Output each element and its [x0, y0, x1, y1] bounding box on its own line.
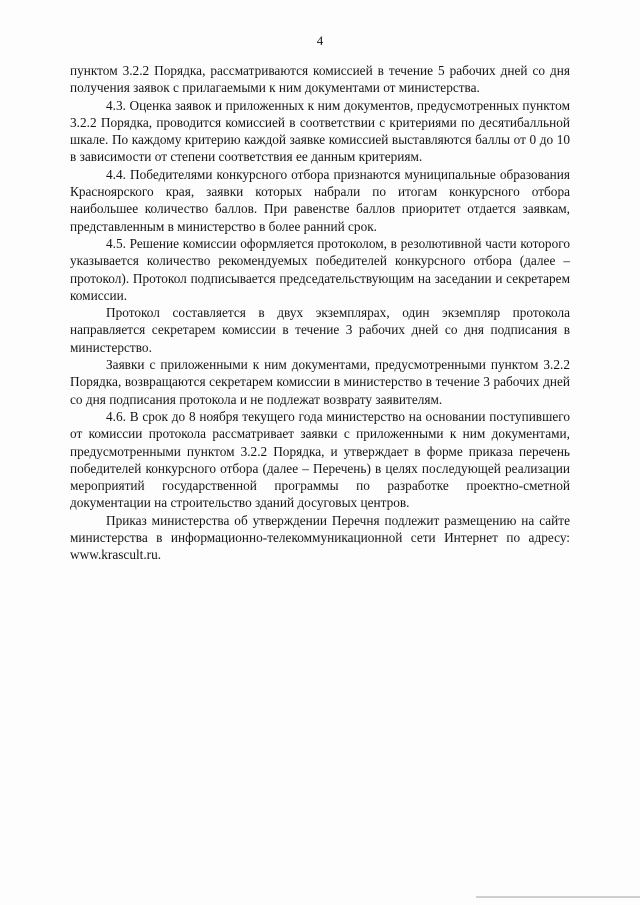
paragraph-4-3: 4.3. Оценка заявок и приложенных к ним документов, предусмотренных пунктом 3.2.2 Порядка, проводится комиссией в соответствии с критериями по десятибалльной шкале. По каждому критерию каждой заявке комиссией выставляются баллы от 0 до 10 в зависимости от степени соответствия ее данным критериям.	[70, 97, 570, 165]
scan-edge-mark	[476, 896, 640, 898]
paragraph-4-5: 4.5. Решение комиссии оформляется протоколом, в резолютивной части которого указывается количество рекомендуемых победителей конкурсного отбора (далее – протокол). Протокол подписывается председательствующим на заседании и секретарем комиссии.	[70, 235, 570, 303]
paragraph-4-6: 4.6. В срок до 8 ноября текущего года министерство на основании поступившего от комиссии протокола рассматривает заявки с приложенными к ним документами, предусмотренными пунктом 3.2.2 Порядка, и утверждает в форме приказа перечень победителей конкурсного отбора (далее – Перечень) в целях последующей реализации мероприятий государственной программы по разработке проектно-сметной документации на строительство зданий досуговых центров.	[70, 408, 570, 511]
page-number: 4	[316, 33, 324, 48]
document-body	[70, 62, 570, 564]
paragraph-protocol: Протокол составляется в двух экземплярах, один экземпляр протокола направляется секретарем комиссии в течение 3 рабочих дней со дня подписания в министерство.	[70, 305, 570, 355]
paragraph-4-4: 4.4. Победителями конкурсного отбора признаются муниципальные образования Красноярского края, заявки которых набрали по итогам конкурсного отбора наибольшее количество баллов. При равенстве баллов приоритет отдается заявкам, представленным в министерство в более ранний срок.	[70, 166, 570, 234]
paragraph-continuation: пунктом 3.2.2 Порядка, рассматриваются комиссией в течение 5 рабочих дней со дня получения заявок с прилагаемыми к ним документами от министерства.	[70, 63, 570, 96]
paragraph-order: Приказ министерства об утверждении Перечня подлежит размещению на сайте министерства в информационно-телекоммуникационной сети Интернет по адресу: www.krascult.ru.	[70, 512, 570, 563]
paragraph-return: Заявки с приложенными к ним документами, предусмотренными пунктом 3.2.2 Порядка, возвращаются секретарем комиссии в министерство в течение 3 рабочих дней со дня подписания протокола и не подлежат возврату заявителям.	[70, 357, 570, 407]
